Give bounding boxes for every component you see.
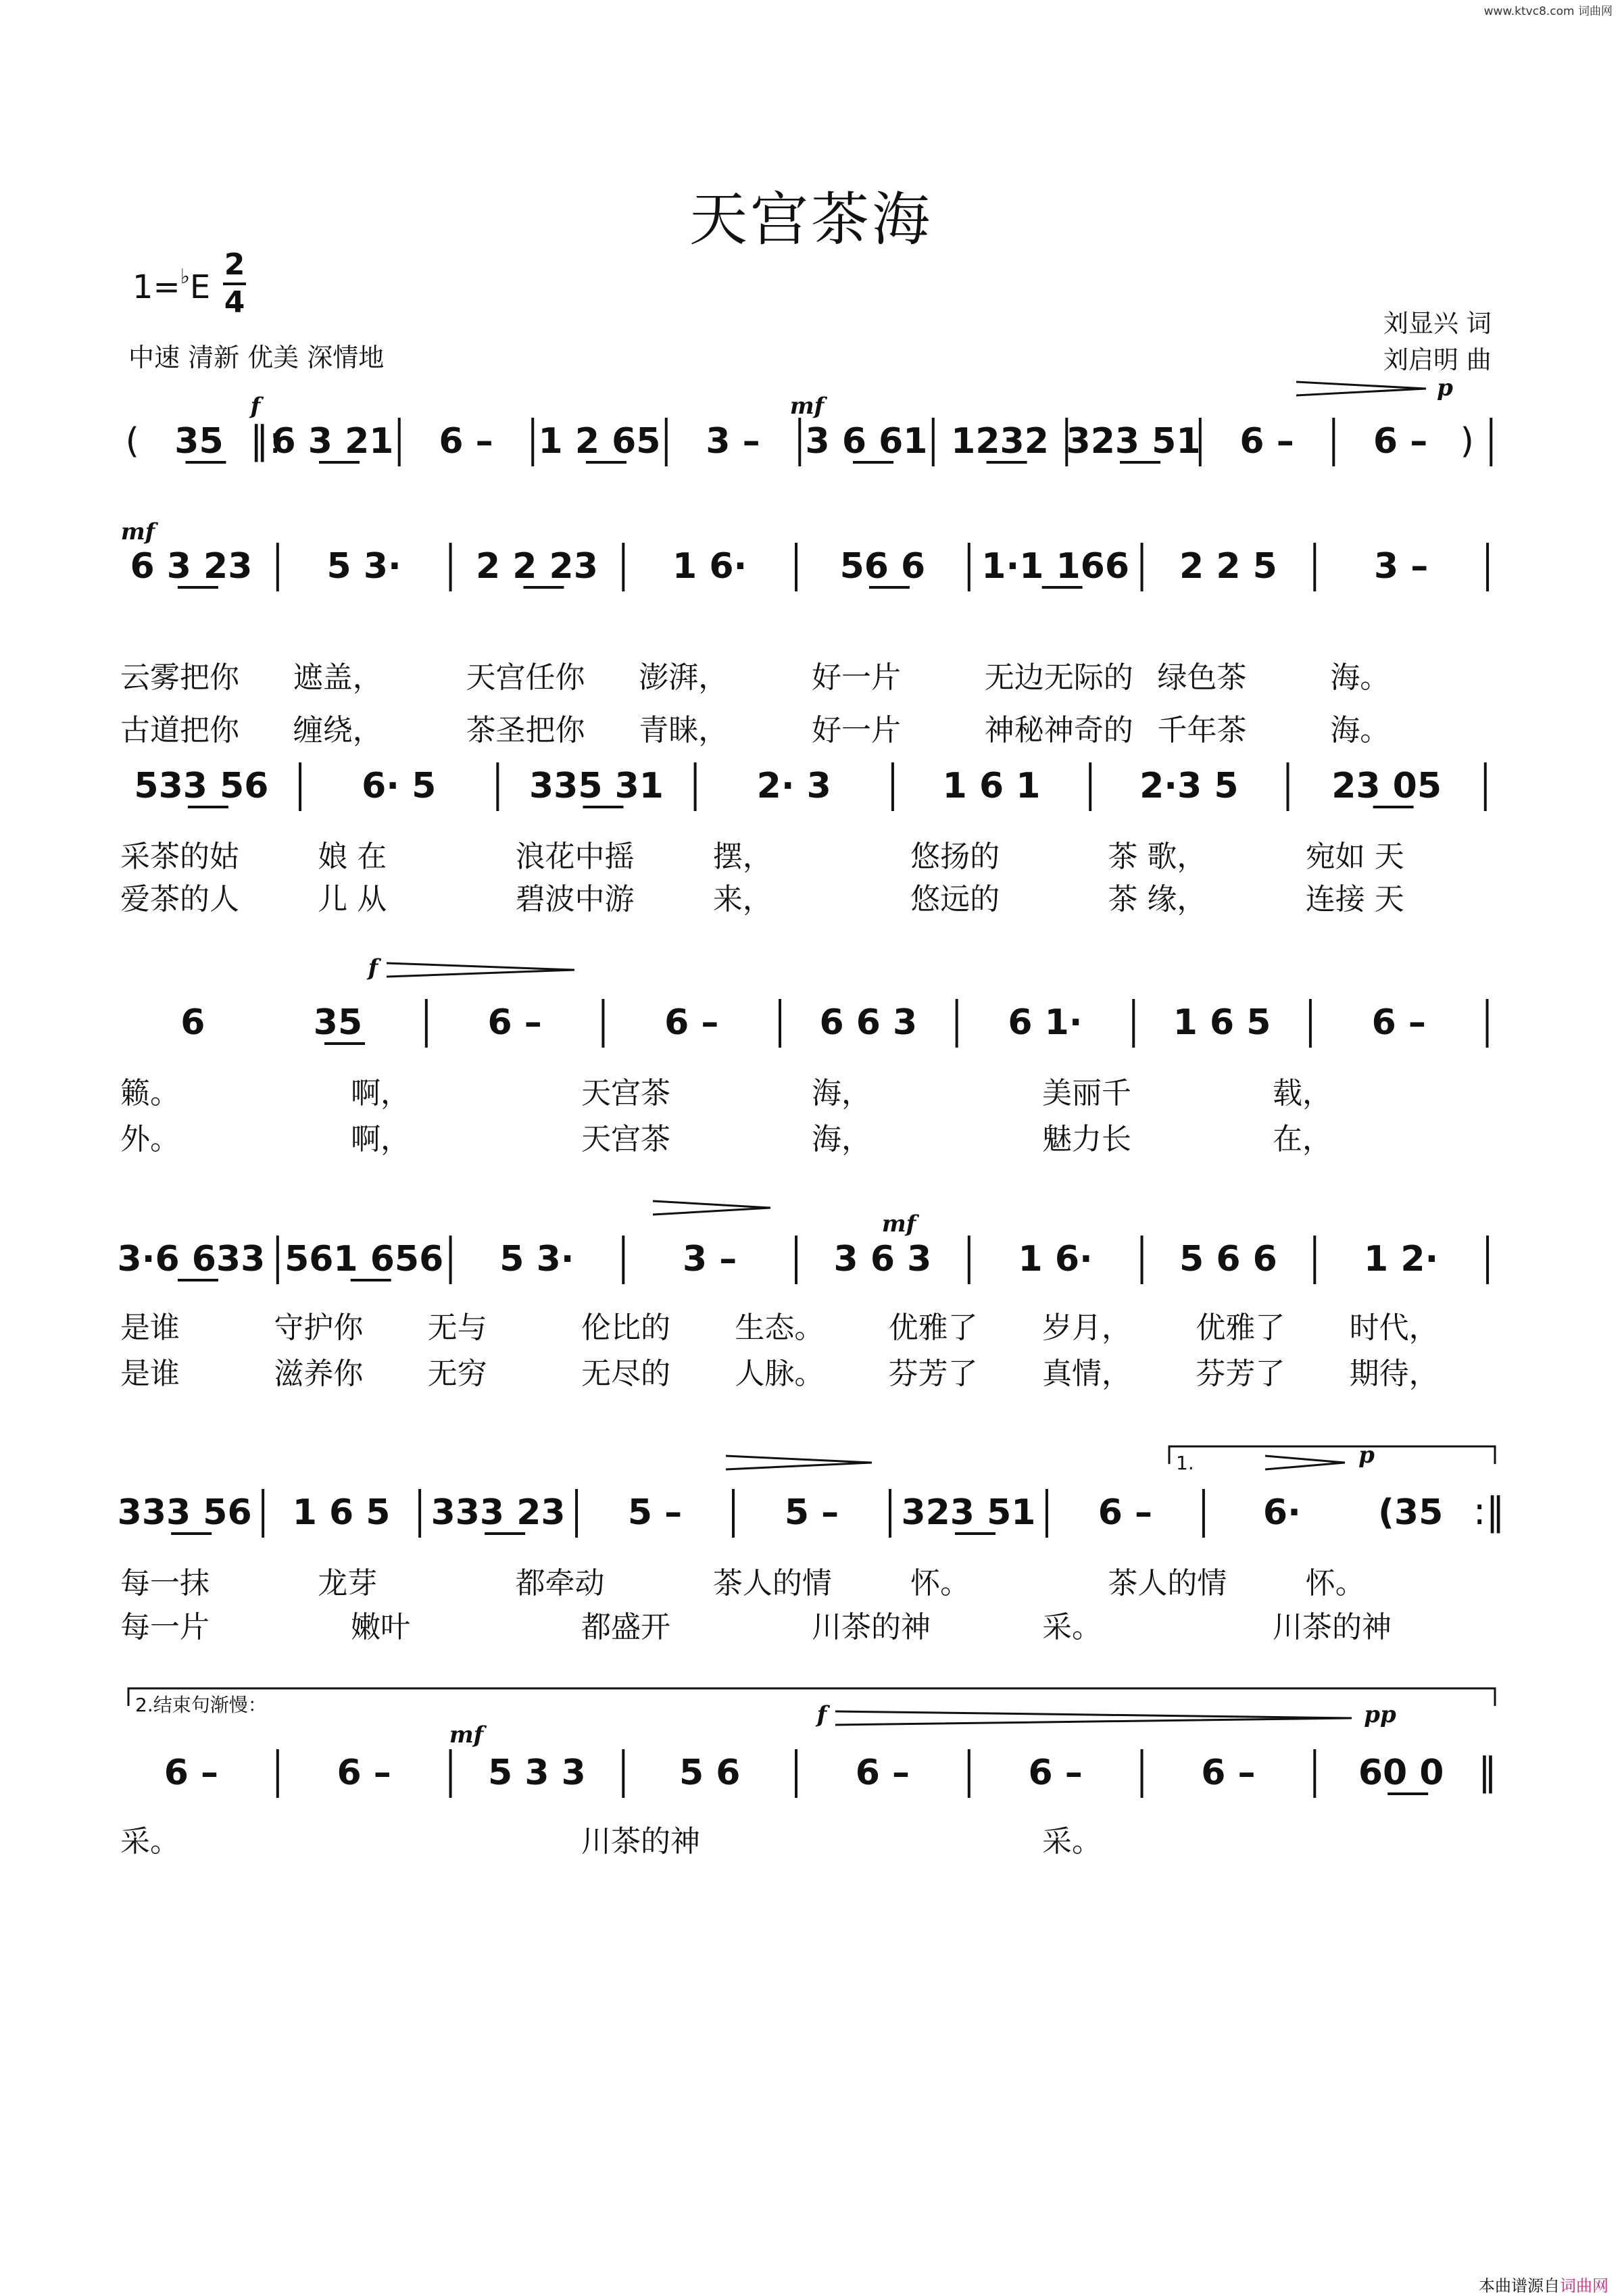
- lyric-syllable: 青睐，: [639, 713, 729, 748]
- lyric-syllable: 茶人的情: [1108, 1566, 1227, 1601]
- lyric-syllable: 遮盖，: [293, 660, 383, 695]
- note-group: 6 –: [1373, 421, 1428, 462]
- lyric-syllable: 无与: [427, 1311, 487, 1345]
- lyric-syllable: 啊，: [351, 1122, 410, 1156]
- note-group: 561 656: [285, 1239, 444, 1279]
- time-signature-top: 2: [223, 247, 246, 285]
- note-group: 5 6 6: [1179, 1239, 1277, 1279]
- note-group: 6 1·: [1008, 1002, 1083, 1043]
- lyric-syllable: 真情，: [1042, 1357, 1131, 1391]
- lyric-syllable: 缠绕，: [293, 713, 383, 748]
- lyric-syllable: 优雅了: [888, 1311, 978, 1345]
- lyric-syllable: 天宫茶: [581, 1076, 670, 1110]
- lyric-syllable: 采。: [120, 1824, 180, 1859]
- note-group: 6 –: [164, 1753, 219, 1793]
- note-group: 6 3 21: [271, 421, 394, 462]
- diminuendo-hairpin: [387, 963, 574, 977]
- lyric-syllable: 嫩叶: [351, 1610, 410, 1644]
- lyric-syllable: 川茶的神: [581, 1824, 700, 1859]
- lyric-syllable: 滋养你: [274, 1357, 364, 1391]
- lyric-syllable: 川茶的神: [812, 1610, 931, 1644]
- note-group: 1·1 166: [981, 546, 1130, 587]
- note-group: 2·3 5: [1139, 766, 1239, 806]
- note-group: 3 –: [1374, 546, 1429, 587]
- note-group: 333 56: [117, 1492, 252, 1533]
- dynamic-mark: p: [1437, 374, 1453, 401]
- lyric-syllable: 生态。: [735, 1311, 825, 1345]
- lyric-syllable: 芬芳了: [888, 1357, 978, 1391]
- note-group: 5 –: [784, 1492, 839, 1533]
- note-group: 1 6·: [672, 546, 747, 587]
- note-group: 1 2·: [1364, 1239, 1439, 1279]
- lyric-syllable: 无尽的: [581, 1357, 670, 1391]
- time-signature-bottom: 4: [224, 285, 245, 320]
- dynamic-mark: pp: [1364, 1701, 1396, 1728]
- lyric-syllable: 茶 歌，: [1108, 839, 1207, 874]
- note-group: 333 23: [431, 1492, 566, 1533]
- lyric-syllable: 是谁: [120, 1357, 180, 1391]
- note-group: 5 3·: [499, 1239, 574, 1279]
- note-group: 6 –: [1239, 421, 1294, 462]
- lyric-syllable: 来，: [712, 882, 772, 917]
- note-group: 6 –: [855, 1753, 910, 1793]
- tempo-marking: 中速 清新 优美 深情地: [128, 343, 385, 372]
- lyric-syllable: 采。: [1042, 1610, 1102, 1644]
- lyric-syllable: 古道把你: [120, 713, 239, 748]
- note-group: 3 –: [683, 1239, 737, 1279]
- note-group: 3 6 61: [805, 421, 928, 462]
- note-group: 6 6 3: [819, 1002, 918, 1043]
- key-prefix: 1=: [132, 268, 180, 306]
- dynamic-mark: p: [1358, 1442, 1375, 1469]
- lyric-syllable: 绿色茶: [1157, 660, 1247, 695]
- lyric-syllable: 无边无际的: [984, 660, 1133, 695]
- lyric-syllable: 岁月，: [1042, 1311, 1131, 1345]
- diminuendo-hairpin: [1265, 1456, 1345, 1469]
- repeat-barline: :‖: [1473, 1490, 1505, 1534]
- lyric-syllable: 都牵动: [515, 1566, 605, 1601]
- note-group: 1 6 1: [942, 766, 1041, 806]
- lyric-syllable: 外。: [120, 1122, 180, 1156]
- flat-sign: ♭: [180, 265, 190, 289]
- note-group: 1 6 5: [292, 1492, 391, 1533]
- dynamic-mark: mf: [789, 393, 825, 420]
- lyric-syllable: 都盛开: [581, 1610, 670, 1644]
- lyric-syllable: 优雅了: [1196, 1311, 1285, 1345]
- lyric-syllable: 好一片: [812, 660, 901, 695]
- volta-2-bracket: [128, 1688, 1495, 1706]
- volta-1-label: 1.: [1176, 1452, 1194, 1474]
- bracket: (: [125, 421, 139, 462]
- note-group: 35: [313, 1002, 363, 1043]
- note-group: 6: [180, 1002, 205, 1043]
- dynamic-mark: mf: [881, 1211, 916, 1238]
- lyric-syllable: 茶人的情: [712, 1566, 832, 1601]
- lyric-syllable: 川茶的神: [1273, 1610, 1392, 1644]
- lyric-syllable: 儿 从: [318, 882, 387, 917]
- lyric-syllable: 啊，: [351, 1076, 410, 1110]
- lyric-syllable: 悠扬的: [910, 839, 1000, 874]
- footer-text: 本曲谱源自: [1479, 2276, 1560, 2295]
- note-group: 6 –: [439, 421, 493, 462]
- note-group: 533 56: [134, 766, 269, 806]
- lyric-syllable: 悠远的: [910, 882, 1000, 917]
- lyric-syllable: 守护你: [274, 1311, 364, 1345]
- diminuendo-hairpin: [726, 1456, 872, 1469]
- dynamic-mark: mf: [120, 518, 155, 545]
- note-group: 5 –: [627, 1492, 683, 1533]
- note-group: 1 6 5: [1173, 1002, 1271, 1043]
- lyric-syllable: 期待，: [1349, 1357, 1439, 1391]
- diminuendo-hairpin: [1296, 382, 1426, 395]
- lyric-syllable: 怀。: [1305, 1566, 1365, 1601]
- lyric-syllable: 天宫茶: [581, 1122, 670, 1156]
- lyric-syllable: 每一片: [120, 1610, 210, 1644]
- note-group: 6 3 23: [130, 546, 253, 587]
- song-title: 天宫茶海: [689, 186, 933, 253]
- lyric-syllable: 海，: [812, 1076, 871, 1110]
- note-group: 323 51: [901, 1492, 1036, 1533]
- lyric-syllable: 龙芽: [318, 1566, 378, 1601]
- lyricist-credit: 刘显兴 词: [1383, 309, 1492, 338]
- footer-brand: 词曲网: [1560, 2276, 1608, 2295]
- note-group: 5 3·: [326, 546, 401, 587]
- lyric-syllable: 碧波中游: [515, 882, 635, 917]
- lyric-syllable: 怀。: [910, 1566, 970, 1601]
- note-group: 5 3 3: [488, 1753, 586, 1793]
- note-group: 1232: [951, 421, 1049, 462]
- note-group: 6 –: [1098, 1492, 1153, 1533]
- lyric-syllable: 伦比的: [581, 1311, 670, 1345]
- note-group: 23 05: [1331, 766, 1442, 806]
- lyric-syllable: 娘 在: [318, 839, 387, 874]
- note-group: 3 –: [706, 421, 760, 462]
- note-group: 323 51: [1066, 421, 1201, 462]
- lyric-syllable: 采。: [1042, 1824, 1102, 1859]
- lyric-syllable: 千年茶: [1157, 713, 1247, 748]
- lyric-syllable: 每一抹: [120, 1566, 210, 1601]
- lyric-syllable: 海。: [1330, 713, 1390, 748]
- lyric-syllable: 海。: [1330, 660, 1390, 695]
- lyric-syllable: 美丽千: [1042, 1076, 1131, 1110]
- lyric-syllable: 澎湃，: [639, 660, 729, 695]
- lyric-syllable: 采茶的姑: [120, 839, 239, 874]
- lyric-syllable: 芬芳了: [1196, 1357, 1285, 1391]
- note-group: 5 6: [679, 1753, 741, 1793]
- note-group: 3 6 3: [833, 1239, 932, 1279]
- lyric-syllable: 籁。: [120, 1076, 180, 1110]
- lyric-syllable: 魅力长: [1042, 1122, 1131, 1156]
- lyric-syllable: 天宫任你: [466, 660, 585, 695]
- note-group: 2 2 23: [475, 546, 598, 587]
- lyric-syllable: 是谁: [120, 1311, 180, 1345]
- dynamic-mark: f: [368, 954, 378, 981]
- bracket: ): [1460, 421, 1474, 462]
- lyric-syllable: 连接 天: [1305, 882, 1404, 917]
- composer-credit: 刘启明 曲: [1383, 345, 1492, 374]
- note-group: (35: [1378, 1492, 1444, 1533]
- note-group: 3·6 633: [117, 1239, 266, 1279]
- lyric-syllable: 在，: [1273, 1122, 1332, 1156]
- lyric-syllable: 爱茶的人: [120, 882, 239, 917]
- lyric-syllable: 茶 缘，: [1108, 882, 1207, 917]
- repeat-barline: ‖:: [249, 418, 282, 462]
- note-group: 2 2 5: [1179, 546, 1277, 587]
- lyric-syllable: 人脉。: [735, 1357, 825, 1391]
- note-group: 56 6: [839, 546, 926, 587]
- note-group: 35: [174, 421, 224, 462]
- note-group: 6·: [1262, 1492, 1301, 1533]
- note-group: 6 –: [1028, 1753, 1083, 1793]
- lyric-syllable: 神秘神奇的: [984, 713, 1133, 748]
- lyric-syllable: 无穷: [427, 1357, 487, 1391]
- lyric-syllable: 时代，: [1349, 1311, 1439, 1345]
- lyric-syllable: 好一片: [812, 713, 901, 748]
- lyric-syllable: 摆，: [712, 839, 772, 874]
- dynamic-mark: f: [250, 393, 261, 420]
- repeat-barline: ‖: [1478, 1750, 1498, 1794]
- lyric-syllable: 云雾把你: [120, 660, 239, 695]
- note-group: 6 –: [1201, 1753, 1256, 1793]
- lyric-syllable: 海，: [812, 1122, 871, 1156]
- dynamic-mark: mf: [449, 1721, 484, 1749]
- diminuendo-hairpin: [653, 1201, 770, 1215]
- lyric-syllable: 载，: [1273, 1076, 1332, 1110]
- footer-credit: [1479, 2272, 1608, 2296]
- note-group: 1 6·: [1018, 1239, 1093, 1279]
- note-group: 335 31: [529, 766, 664, 806]
- note-group: 6 –: [1371, 1002, 1426, 1043]
- lyric-syllable: 茶圣把你: [466, 713, 585, 748]
- diminuendo-hairpin: [835, 1711, 1352, 1725]
- key-note: E: [189, 268, 211, 306]
- lyric-syllable: 浪花中摇: [515, 839, 635, 874]
- note-group: 60 0: [1358, 1753, 1444, 1793]
- note-group: 1 2 65: [538, 421, 661, 462]
- note-group: 6 –: [664, 1002, 719, 1043]
- lyric-syllable: 宛如 天: [1305, 839, 1404, 874]
- volta-2-label: 2.结束句渐慢：: [135, 1694, 267, 1716]
- note-group: 6· 5: [362, 766, 437, 806]
- note-group: 2· 3: [756, 766, 831, 806]
- note-group: 6 –: [337, 1753, 391, 1793]
- site-watermark: www.ktvc8.com 词曲网: [1483, 5, 1613, 18]
- note-group: 6 –: [487, 1002, 542, 1043]
- dynamic-mark: f: [816, 1701, 827, 1728]
